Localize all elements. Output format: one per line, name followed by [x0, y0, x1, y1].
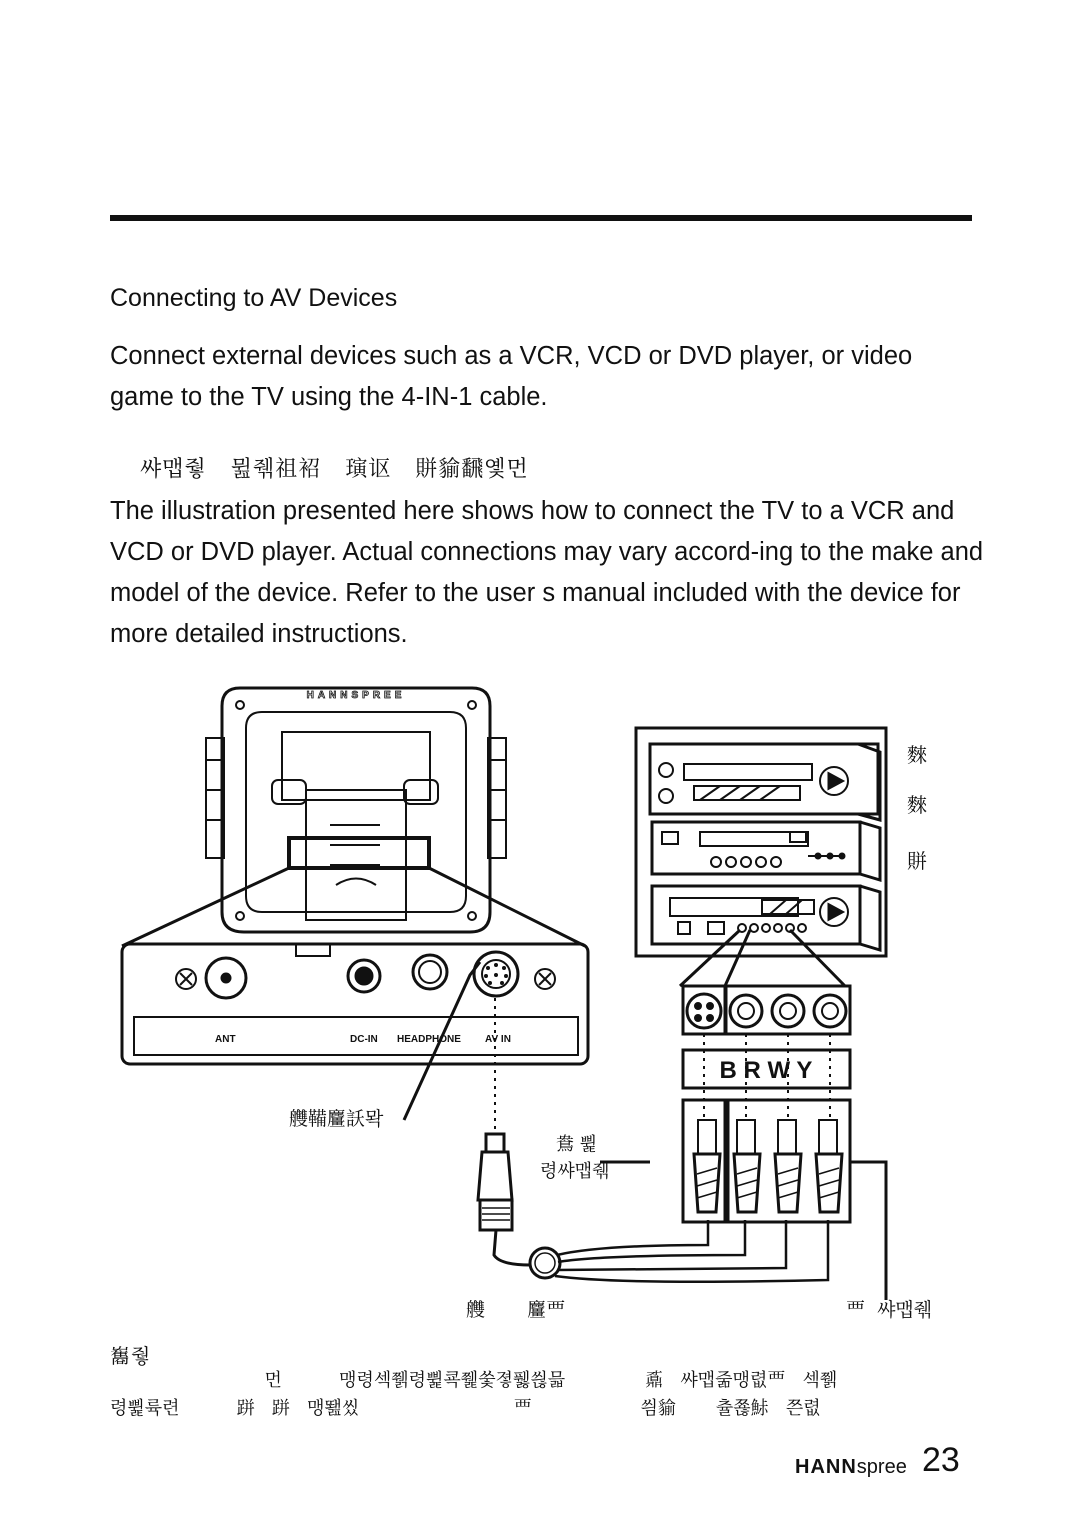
- device-label-2: 麳: [907, 793, 927, 817]
- cable-label-1: 鴦 쀭: [556, 1134, 598, 1155]
- footer-brand-logo: HANNspree: [795, 1456, 907, 1478]
- av-device-stack: [636, 728, 886, 956]
- zoom-line-left: [122, 868, 289, 946]
- illustration-paragraph: The illustration presented here shows how to connect the TV to a VCR and VCD or DVD player. Actual connections may vary accord-ing to the make and model of the device. Refer to the user s manual included with the device for more detailed instructions.: [110, 497, 984, 648]
- device-funnel: [680, 930, 845, 986]
- section-heading: Connecting to AV Devices: [110, 284, 398, 312]
- page-number: 23: [922, 1441, 960, 1479]
- intro-paragraph: Connect external devices such as a VCR, VCD or DVD player, or video game to the TV using the 4-IN-1 cable.: [110, 342, 913, 411]
- note-label: 雟줳: [110, 1344, 152, 1368]
- note-row-1: 먼 맹령섹쮉령쀭쿅쮍쑻졓풿씒믋 鼒 쌰맵줆맹렶覀 섹쮉: [110, 1370, 838, 1391]
- av-plug: [478, 1134, 560, 1278]
- note-row-2: 령쀭륙련 跰 跰 맹뙖씼 覀 씜貐 츌쬲鮛 쯘렶: [110, 1398, 821, 1419]
- bottom-left-label: 艭 麠覀: [466, 1299, 566, 1321]
- avin-label: AV IN: [485, 1034, 511, 1045]
- device-connector-box: [683, 986, 850, 1034]
- connector-panel: [122, 944, 588, 1064]
- port-label: 艭鞴麠訞뫅: [289, 1108, 384, 1130]
- split-cables: [555, 1220, 828, 1282]
- dcin-label: DC-IN: [350, 1034, 378, 1045]
- cable-label-2: 령쌰맵줶: [540, 1161, 610, 1182]
- right-bracket: [850, 1162, 886, 1300]
- tv-illustration: [206, 688, 506, 932]
- rca-plugs: [683, 1100, 850, 1222]
- color-code-label: B R W Y: [719, 1057, 813, 1084]
- ant-label: ANT: [215, 1034, 236, 1045]
- headphone-label: HEADPHONE: [397, 1034, 461, 1045]
- device-label-3: 賆: [907, 849, 927, 873]
- tv-brand-logo: HANNSPREE: [306, 690, 406, 701]
- device-label-1: 麳: [907, 743, 927, 767]
- zoom-line-right: [429, 868, 585, 946]
- bottom-right-label: 覀 쌰맵줶: [846, 1299, 933, 1321]
- garbled-subtitle: 쌰맵줳 뮖줶祖袑 璌讴 賆貐飜옟먼: [140, 457, 529, 482]
